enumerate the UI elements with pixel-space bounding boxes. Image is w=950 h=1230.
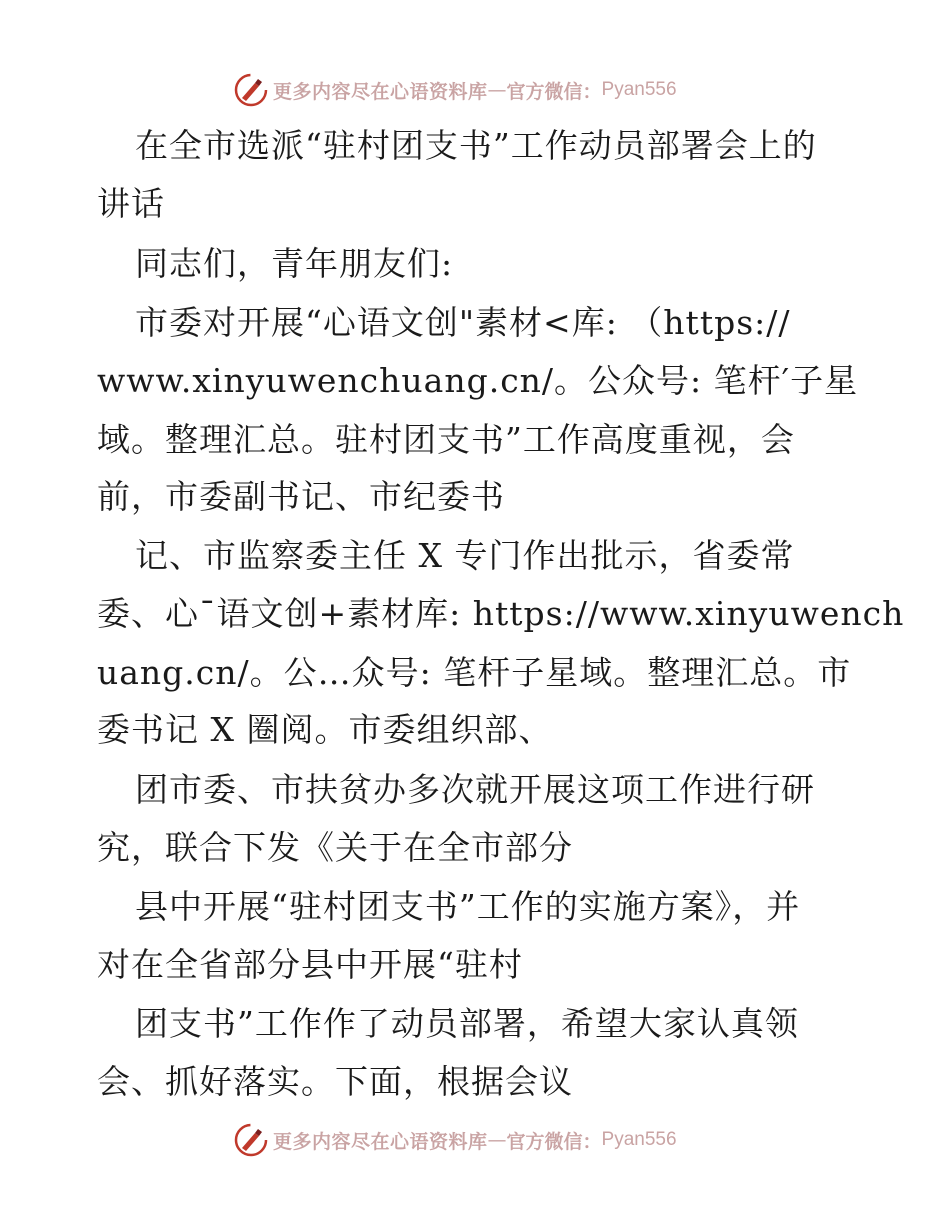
text-line: 会、抓好落实。下面，根据会议 xyxy=(97,1062,573,1101)
text-line: 委、心¯语文创+素材库: https://www.xinyuwench xyxy=(97,594,905,633)
text-line: uang.cn/。公…众号: 笔杆子星域。整理汇总。市 xyxy=(97,653,852,692)
text-line: 团市委、市扶贫办多次就开展这项工作进行研 xyxy=(135,770,815,809)
text-line: 团支书”工作作了动员部署，希望大家认真领 xyxy=(135,1004,799,1043)
text-line: 究，联合下发《关于在全市部分 xyxy=(97,828,573,867)
text-line: 同志们，青年朋友们: xyxy=(135,244,454,283)
pen-logo-icon xyxy=(233,72,269,108)
text-line: 对在全省部分县中开展“驻村 xyxy=(97,945,523,984)
text-line: 记、市监察委主任 X 专门作出批示，省委常 xyxy=(135,536,795,575)
watermark-main-text: 更多内容尽在心语资料库 xyxy=(273,80,488,103)
watermark-official-label: 官方微信： xyxy=(506,80,602,103)
text-line: 委书记 X 圈阅。市委组织部、 xyxy=(97,710,553,749)
watermark-main-text: 更多内容尽在心语资料库 xyxy=(273,1130,488,1153)
text-line: 在全市选派“驻村团支书”工作动员部署会上的 xyxy=(135,126,817,165)
text-line: 前，市委副书记、市纪委书 xyxy=(97,477,505,516)
watermark-header xyxy=(233,72,677,108)
text-line: www.xinyuwenchuang.cn/。公众号: 笔杆′子星 xyxy=(97,361,859,400)
watermark-footer xyxy=(233,1122,677,1158)
pen-logo-icon xyxy=(233,1122,269,1158)
text-line: 域。整理汇总。驻村团支书”工作高度重视，会 xyxy=(97,420,795,459)
text-line: 县中开展“驻村团支书”工作的实施方案》，并 xyxy=(135,887,801,926)
text-line: 市委对开展“心语文创"素材<库: （https:// xyxy=(135,303,791,342)
text-line: 讲话 xyxy=(97,184,165,223)
watermark-official-label: 官方微信： xyxy=(506,1130,602,1153)
watermark-separator: — xyxy=(487,79,507,101)
watermark-wechat-id: Pyan556 xyxy=(601,79,677,100)
watermark-separator: — xyxy=(487,1129,507,1151)
watermark-wechat-id: Pyan556 xyxy=(601,1129,677,1150)
